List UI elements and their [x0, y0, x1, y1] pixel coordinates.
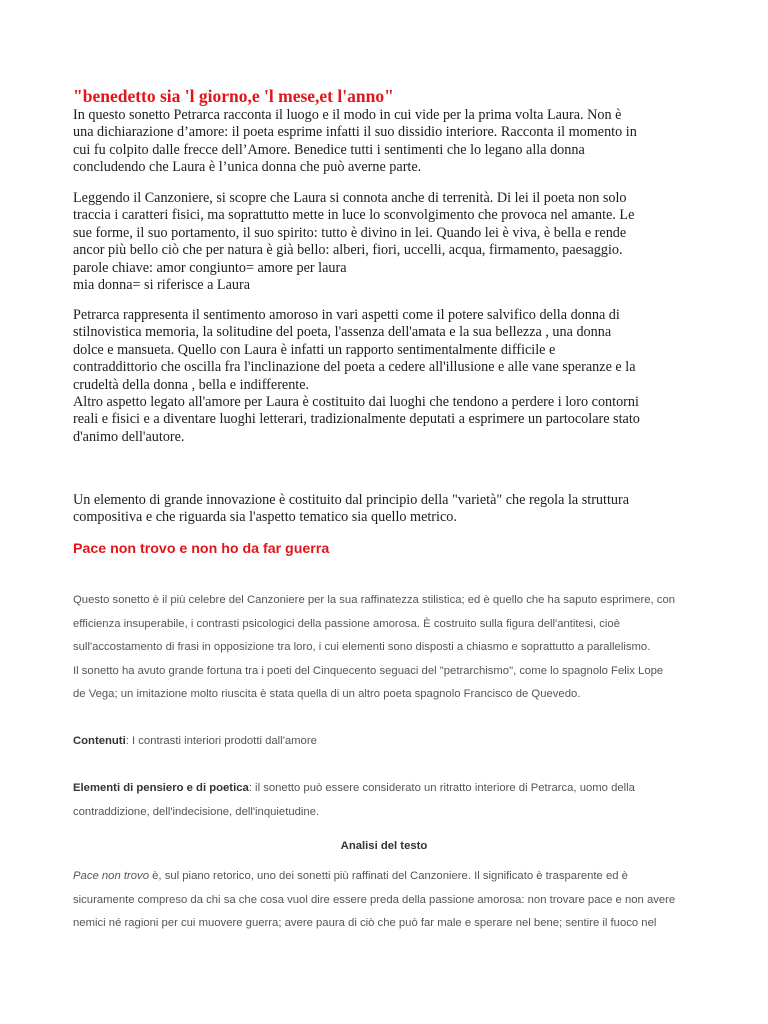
text-line: Un elemento di grande innovazione è costituito dal principio della "varietà" che regola la struttura [73, 492, 630, 508]
sonnet-title-pace: Pace non trovo e non ho da far guerra [73, 541, 330, 557]
text-line: ancor più bello ciò che per natura è già bello: alberi, fiori, uccelli, acqua, firmamento, paesaggio. [73, 242, 623, 259]
elementi-label: Elementi di pensiero e di poetica [73, 782, 249, 794]
text-line: In questo sonetto Petrarca racconta il luogo e il modo in cui vide per la prima volta Laura. Non è [73, 107, 622, 123]
paragraph-pace-intro [73, 589, 713, 707]
text-line: contraddittorio che oscilla fra l'inclinazione del poeta a cedere all'illusione e alle vane speranze e la [73, 359, 636, 376]
text-line: traccia i caratteri fisici, ma soprattutto mette in luce lo sconvolgimento che provoca nel amante. Le [73, 207, 635, 224]
text-line: nemici né ragioni per cui muovere guerra; avere paura di ciò che può far male e sperare nel bene; sentire il fuoco nel [73, 917, 657, 929]
text-line: Questo sonetto è il più celebre del Canzoniere per la sua raffinatezza stilistica; ed è quello che ha saputo esprimere, con [73, 594, 676, 606]
text-line: concludendo che Laura è l’unica donna che può averne parte. [73, 159, 422, 176]
text-line: Leggendo il Canzoniere, si scopre che Laura si connota anche di terrenità. Di lei il poeta non solo [73, 190, 627, 206]
text-line: Petrarca rappresenta il sentimento amoroso in vari aspetti come il potere salvifico della donna di [73, 307, 620, 323]
text-line: stilnovistica memoria, la solitudine del poeta, l'assenza dell'amata e la sua bellezza , una donna [73, 324, 612, 341]
text-line: una dichiarazione d’amore: il poeta esprime infatti il suo dissidio interiore. Racconta il momento in [73, 124, 637, 141]
contenuti-text: : I contrasti interiori prodotti dall'amore [125, 735, 317, 747]
paragraph-sentimento [73, 307, 713, 446]
text-line: parole chiave: amor congiunto= amore per laura [73, 259, 347, 276]
text-line: mia donna= si riferisce a Laura [73, 277, 250, 294]
text-line: Altro aspetto legato all'amore per Laura è costituito dai luoghi che tendono a perdere i loro contorni [73, 394, 639, 411]
text-line: sue forme, il suo portamento, il suo spirito: tutto è divino in lei. Quando lei è viva, è bella e rende [73, 224, 627, 241]
text-line: compositiva e che riguarda sia l'aspetto tematico sia quello metrico. [73, 509, 457, 526]
text-line: crudeltà della donna , bella e indifferente. [73, 376, 310, 393]
elementi-text: : il sonetto può essere considerato un ritratto interiore di Petrarca, uomo della [248, 782, 635, 794]
text-line: sicuramente compreso da chi sa che cosa vuol dire essere preda della passione amorosa: non trovare pace e non avere [73, 893, 676, 906]
text-line: dolce e mansueta. Quello con Laura è infatti un rapporto sentimentalmente difficile e [73, 341, 556, 358]
analisi-text: è, sul piano retorico, uno dei sonetti più raffinati del Canzoniere. Il significato è trasparente ed è [149, 870, 628, 882]
sonnet-title-benedetto: "benedetto sia 'l giorno,e 'l mese,et l'anno" [73, 86, 394, 106]
contenuti-line [73, 730, 713, 754]
contenuti-label: Contenuti [73, 735, 126, 747]
elementi-paragraph [73, 777, 713, 824]
analisi-paragraph [73, 865, 713, 936]
text-line: sull'accostamento di frasi in opposizione tra loro, i cui elementi sono disposti a chiasmo e soprattutto a parallelismo. [73, 641, 651, 653]
analisi-italic-title: Pace non trovo [73, 870, 149, 882]
text-line: reali e fisici e a diventare luoghi letterari, tradizionalmente deputati a esprimere un partocolare stato [73, 411, 640, 428]
paragraph-laura [73, 190, 713, 294]
text-line: cui fu colpito dalle frecce dell’Amore. Benedice tutti i sentimenti che lo legano alla donna [73, 141, 585, 158]
text-line: d'animo dell'autore. [73, 428, 185, 445]
text-line: de Vega; un imitazione molto riuscita è stata quella di un altro poeta spagnolo Francisco de Quevedo. [73, 688, 581, 700]
text-line: contraddizione, dell'indecisione, dell'inquietudine. [73, 805, 320, 818]
paragraph-varieta [73, 492, 713, 527]
text-line: efficienza insuperabile, i contrasti psicologici della passione amorosa. È costruito sulla figura dell'antitesi, cioè [73, 617, 620, 630]
text-line: Il sonetto ha avuto grande fortuna tra i poeti del Cinquecento seguaci del "petrarchismo", come lo spagnolo Felix Lope [73, 664, 664, 677]
paragraph-intro [73, 107, 713, 177]
analisi-heading: Analisi del testo [340, 840, 428, 852]
